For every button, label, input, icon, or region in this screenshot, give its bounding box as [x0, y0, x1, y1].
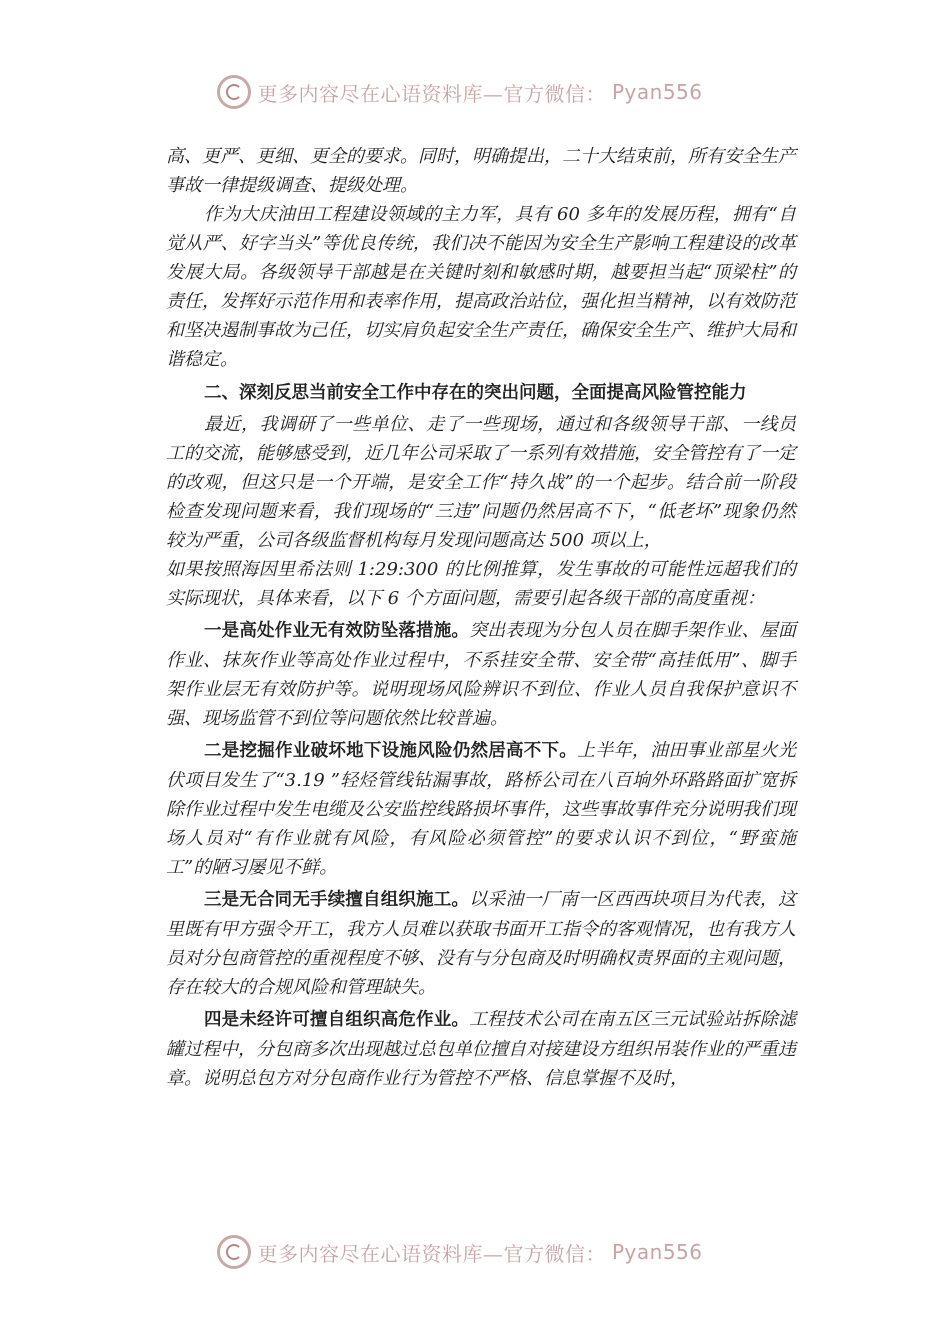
issue-item-2-lead: 二是挖掘作业破坏地下设施风险仍然居高不下。: [204, 741, 578, 761]
issue-item-4-body: 工程技术公司在南五区三元试验站拆除滤罐过程中，分包商多次出现越过总包单位擅自对接建设方组织吊装作业的严重违章。说明总包方对分包商作业行为管控不严格、信息掌握不及时，: [166, 1009, 796, 1089]
watermark-text: 更多内容尽在心语资料库—官方微信：: [257, 81, 606, 106]
watermark-logo-icon: [217, 1235, 251, 1269]
issue-item-4: [166, 1005, 796, 1093]
issue-item-1-lead: 一是高处作业无有效防坠落措施。: [204, 621, 470, 641]
paragraph-recent-survey: 最近，我调研了一些单位、走了一些现场，通过和各级领导干部、一线员工的交流，能够感受到，近几年公司采取了一系列有效措施，安全管控有了一定的改观，但这只是一个开端，是安全工作“持久战”的一个起步。结合前一阶段检查发现问题来看，我们现场的“三违”问题仍然居高不下，“低老坏”现象仍然较为严重，公司各级监督机构每月发现问题高达 500 项以上，: [166, 414, 796, 551]
watermark-text: 更多内容尽在心语资料库—官方微信：: [257, 1241, 606, 1266]
section-heading-2: 二、深刻反思当前安全工作中存在的突出问题，全面提高风险管控能力: [204, 383, 747, 403]
watermark-wechat-id: Pyan556: [611, 80, 703, 104]
watermark-logo-icon: [217, 75, 251, 109]
issue-item-3-body: 以采油一厂南一区西西块项目为代表，这里既有甲方强令开工，我方人员难以获取书面开工指令的客观情况，也有我方人员对分包商管控的重视程度不够、没有与分包商及时明确权责界面的主观问题，存在较大的合规风险和管理缺失。: [166, 889, 796, 998]
issue-item-3: [166, 885, 796, 1002]
paragraph-main-force: 作为大庆油田工程建设领域的主力军，具有 60 多年的发展历程，拥有“自觉从严、好字当头”等优良传统，我们决不能因为安全生产影响工程建设的改革发展大局。各级领导干部越是在关键时刻和敏感时期，越要担当起“顶梁柱”的责任，发挥好示范作用和表率作用，提高政治站位，强化担当精神，以有效防范和坚决遏制事故为己任，切实肩负起安全生产责任，确保安全生产、维护大局和谐稳定。: [166, 204, 796, 370]
issue-item-4-lead: 四是未经许可擅自组织高危作业。: [204, 1010, 470, 1030]
issue-item-3-lead: 三是无合同无手续擅自组织施工。: [204, 890, 470, 910]
paragraph-heinrich-law: 如果按照海因里希法则 1:29:300 的比例推算，发生事故的可能性远超我们的实际现状，具体来看，以下 6 个方面问题，需要引起各级干部的高度重视：: [166, 559, 796, 609]
issue-item-2-body: 上半年，油田事业部星火光伏项目发生了“3.19 ”轻烃管线钻漏事故，路桥公司在八百垧外环路路面扩宽拆除作业过程中发生电缆及公安监控线路损坏事件，这些事故事件充分说明我们现场人员对“有作业就有风险，有风险必须管控”的要求认识不到位，“野蛮施工”的陋习屡见不鲜。: [166, 740, 796, 878]
document-body: [166, 142, 796, 1093]
watermark-footer: [0, 1232, 950, 1272]
watermark-header: [0, 72, 950, 112]
paragraph-continued: 高、更严、更细、更全的要求。同时，明确提出，二十大结束前，所有安全生产事故一律提级调查、提级处理。: [166, 146, 796, 196]
issue-item-1-body: 突出表现为分包人员在脚手架作业、屋面作业、抹灰作业等高处作业过程中，不系挂安全带、安全带“高挂低用”、脚手架作业层无有效防护等。说明现场风险辨识不到位、作业人员自我保护意识不强、现场监管不到位等问题依然比较普遍。: [166, 620, 796, 729]
issue-item-2: [166, 736, 796, 882]
issue-item-1: [166, 616, 796, 733]
watermark-wechat-id: Pyan556: [611, 1240, 703, 1264]
